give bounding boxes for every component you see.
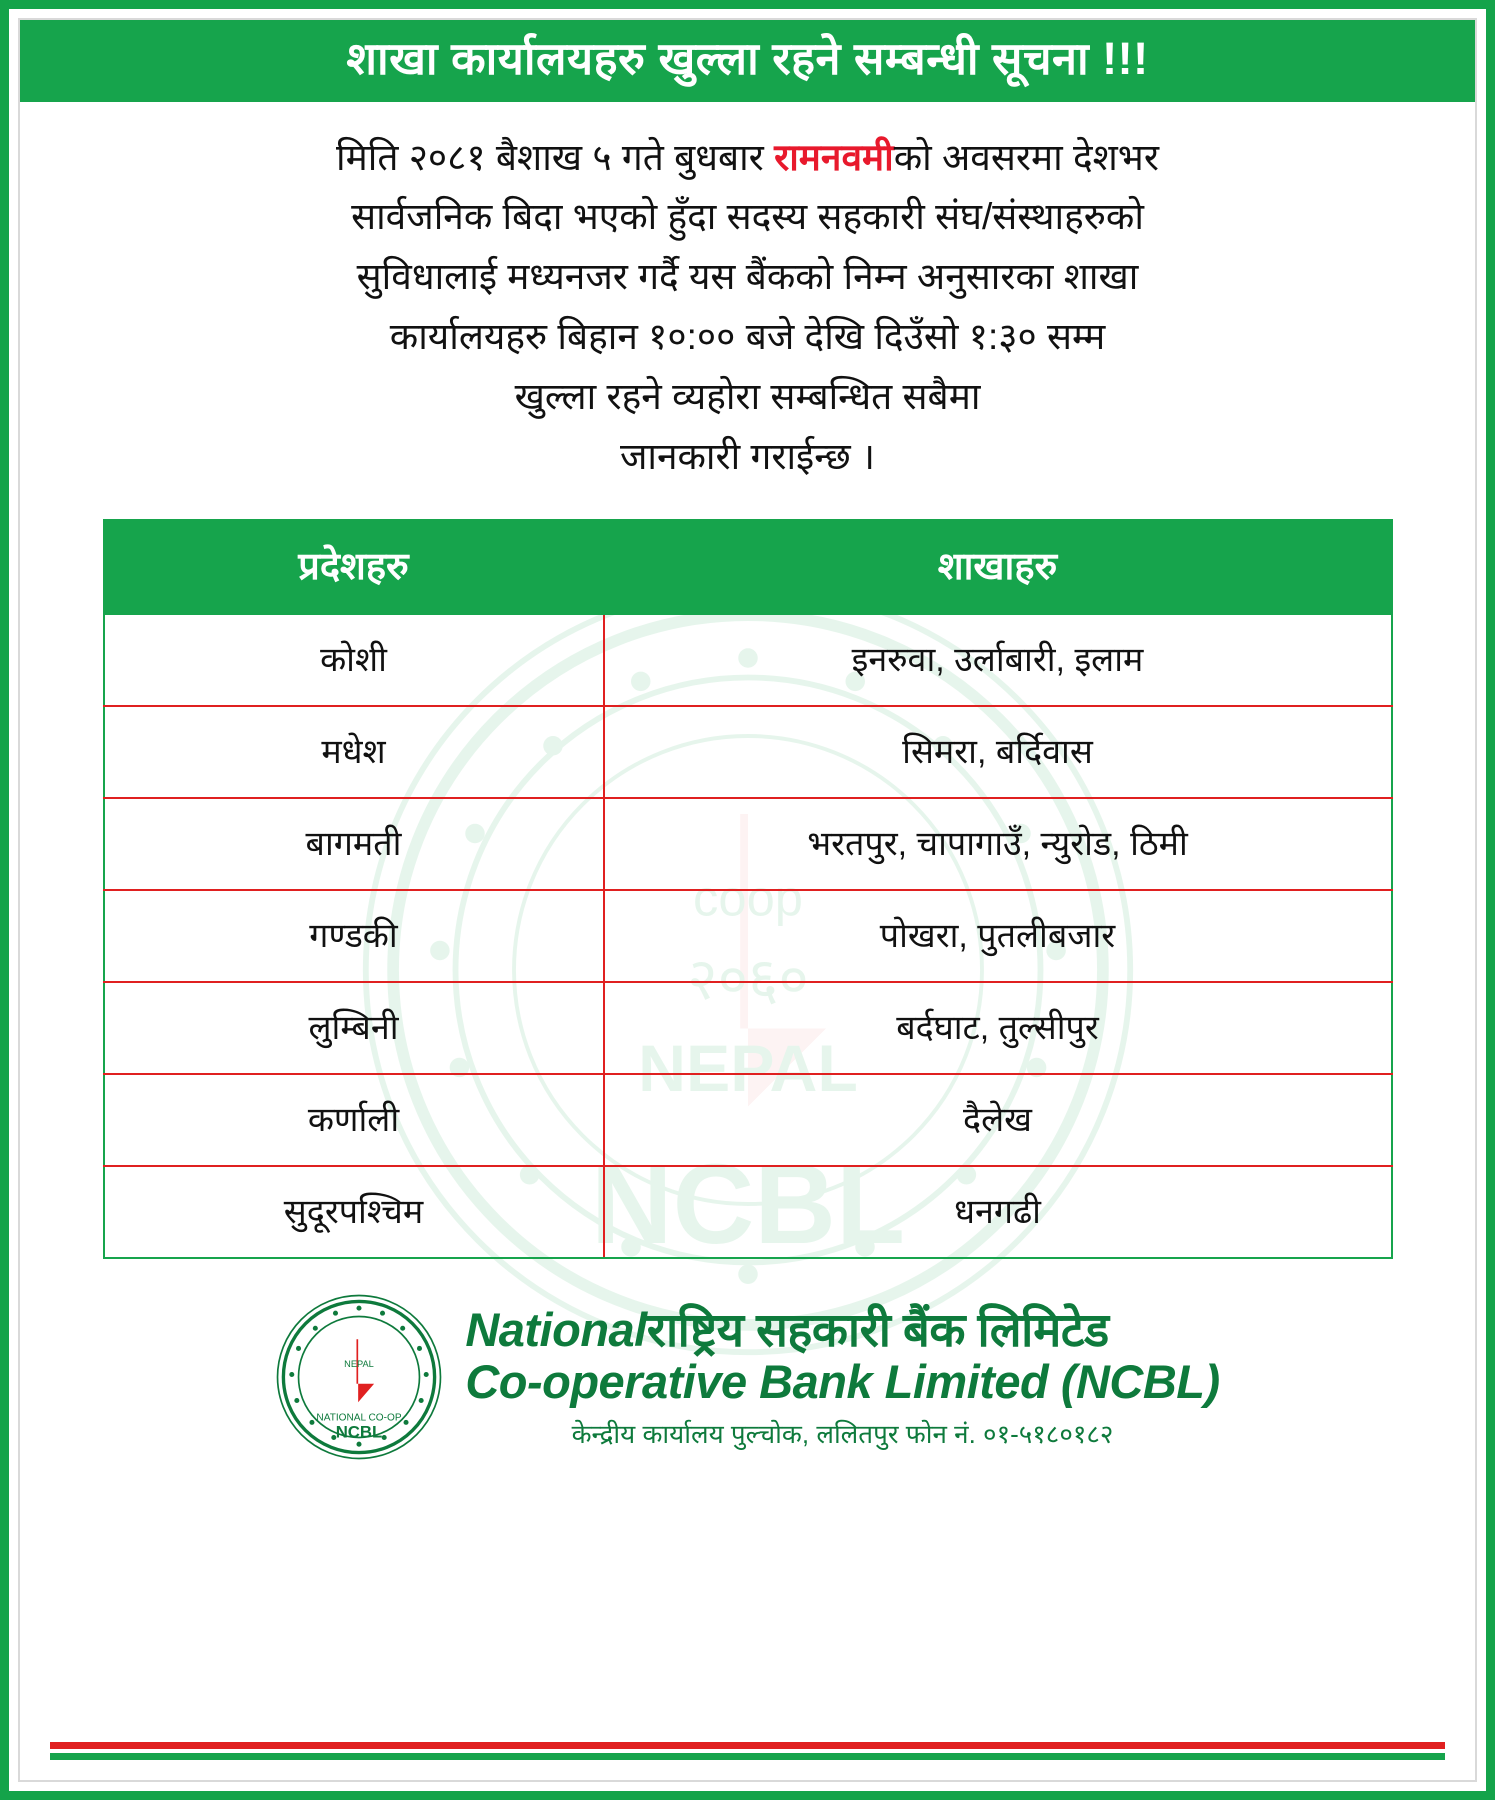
table-header-row: [104, 520, 1392, 614]
cell-province: लुम्बिनी: [104, 982, 604, 1074]
rule-red: [50, 1742, 1445, 1749]
notice-highlight: रामनवमी: [774, 136, 894, 178]
cell-province: कर्णाली: [104, 1074, 604, 1166]
cell-branches: सिमरा, बर्दिवास: [604, 706, 1392, 798]
table-row: [104, 706, 1392, 798]
bank-name-line-2: Co-operative Bank Limited (NCBL): [465, 1355, 1220, 1409]
poster-inner-frame: [18, 18, 1477, 1782]
bottom-rules: [50, 1742, 1445, 1764]
bank-name-english-word: National: [465, 1302, 647, 1356]
bank-name-line-1: [465, 1304, 1219, 1357]
bank-address: केन्द्रीय कार्यालय पुल्चोक, ललितपुर फोन नं. ०१-५१८०१८२: [571, 1418, 1114, 1449]
table-row: [104, 1074, 1392, 1166]
notice-text: [20, 102, 1475, 494]
svg-text:NEPAL: NEPAL: [344, 1359, 375, 1370]
rule-green: [50, 1753, 1445, 1760]
notice-line-1-pre: मिति २०८१ बैशाख ५ गते बुधबार: [336, 136, 775, 178]
cell-branches: इनरुवा, उर्लाबारी, इलाम: [604, 614, 1392, 706]
cell-province: कोशी: [104, 614, 604, 706]
bank-logo-icon: [275, 1293, 443, 1461]
notice-line-6: जानकारी गराईन्छ ।: [619, 436, 876, 478]
cell-branches: बर्दघाट, तुल्सीपुर: [604, 982, 1392, 1074]
cell-branches: भरतपुर, चापागाउँ, न्युरोड, ठिमी: [604, 798, 1392, 890]
bank-name-nepali: राष्ट्रिय सहकारी बैंक लिमिटेड: [646, 1302, 1109, 1356]
cell-province: सुदूरपश्चिम: [104, 1166, 604, 1258]
svg-text:NCBL: NCBL: [336, 1422, 383, 1442]
cell-province: बागमती: [104, 798, 604, 890]
notice-line-1-post: को अवसरमा देशभर: [893, 136, 1159, 178]
poster-content: [20, 20, 1475, 1461]
svg-text:NEPAL: NEPAL: [637, 1031, 858, 1106]
notice-line-2: सार्वजनिक बिदा भएको हुँदा सदस्य सहकारी संघ/संस्थाहरुको: [351, 196, 1144, 238]
cell-branches: पोखरा, पुतलीबजार: [604, 890, 1392, 982]
bank-identity: [465, 1304, 1219, 1451]
cell-branches: धनगढी: [604, 1166, 1392, 1258]
table-row: [104, 1166, 1392, 1258]
cell-province: गण्डकी: [104, 890, 604, 982]
cell-branches: दैलेख: [604, 1074, 1392, 1166]
table-row: [104, 614, 1392, 706]
svg-text:NATIONAL CO-OP: NATIONAL CO-OP: [316, 1412, 402, 1424]
notice-line-3: सुविधालाई मध्यनजर गर्दै यस बैंकको निम्न अनुसारका शाखा: [356, 256, 1139, 298]
footer: [20, 1293, 1475, 1461]
page-title: शाखा कार्यालयहरु खुल्ला रहने सम्बन्धी सूचना !!!: [20, 20, 1475, 102]
notice-line-4: कार्यालयहरु बिहान १०:०० बजे देखि दिउँसो १:३० सम्म: [389, 316, 1106, 358]
svg-text:NCBL: NCBL: [590, 1141, 905, 1267]
branch-table: [103, 519, 1393, 1259]
svg-text:coop: coop: [692, 869, 803, 927]
table-row: [104, 982, 1392, 1074]
column-header-branches: शाखाहरु: [604, 520, 1392, 614]
column-header-provinces: प्रदेशहरु: [104, 520, 604, 614]
svg-text:२०६०: २०६०: [686, 947, 809, 1013]
notice-line-1: [90, 128, 1405, 188]
table-row: [104, 798, 1392, 890]
table-body: [104, 614, 1392, 1258]
cell-province: मधेश: [104, 706, 604, 798]
notice-line-5: खुल्ला रहने व्यहोरा सम्बन्धित सबैमा: [514, 376, 981, 418]
table-row: [104, 890, 1392, 982]
